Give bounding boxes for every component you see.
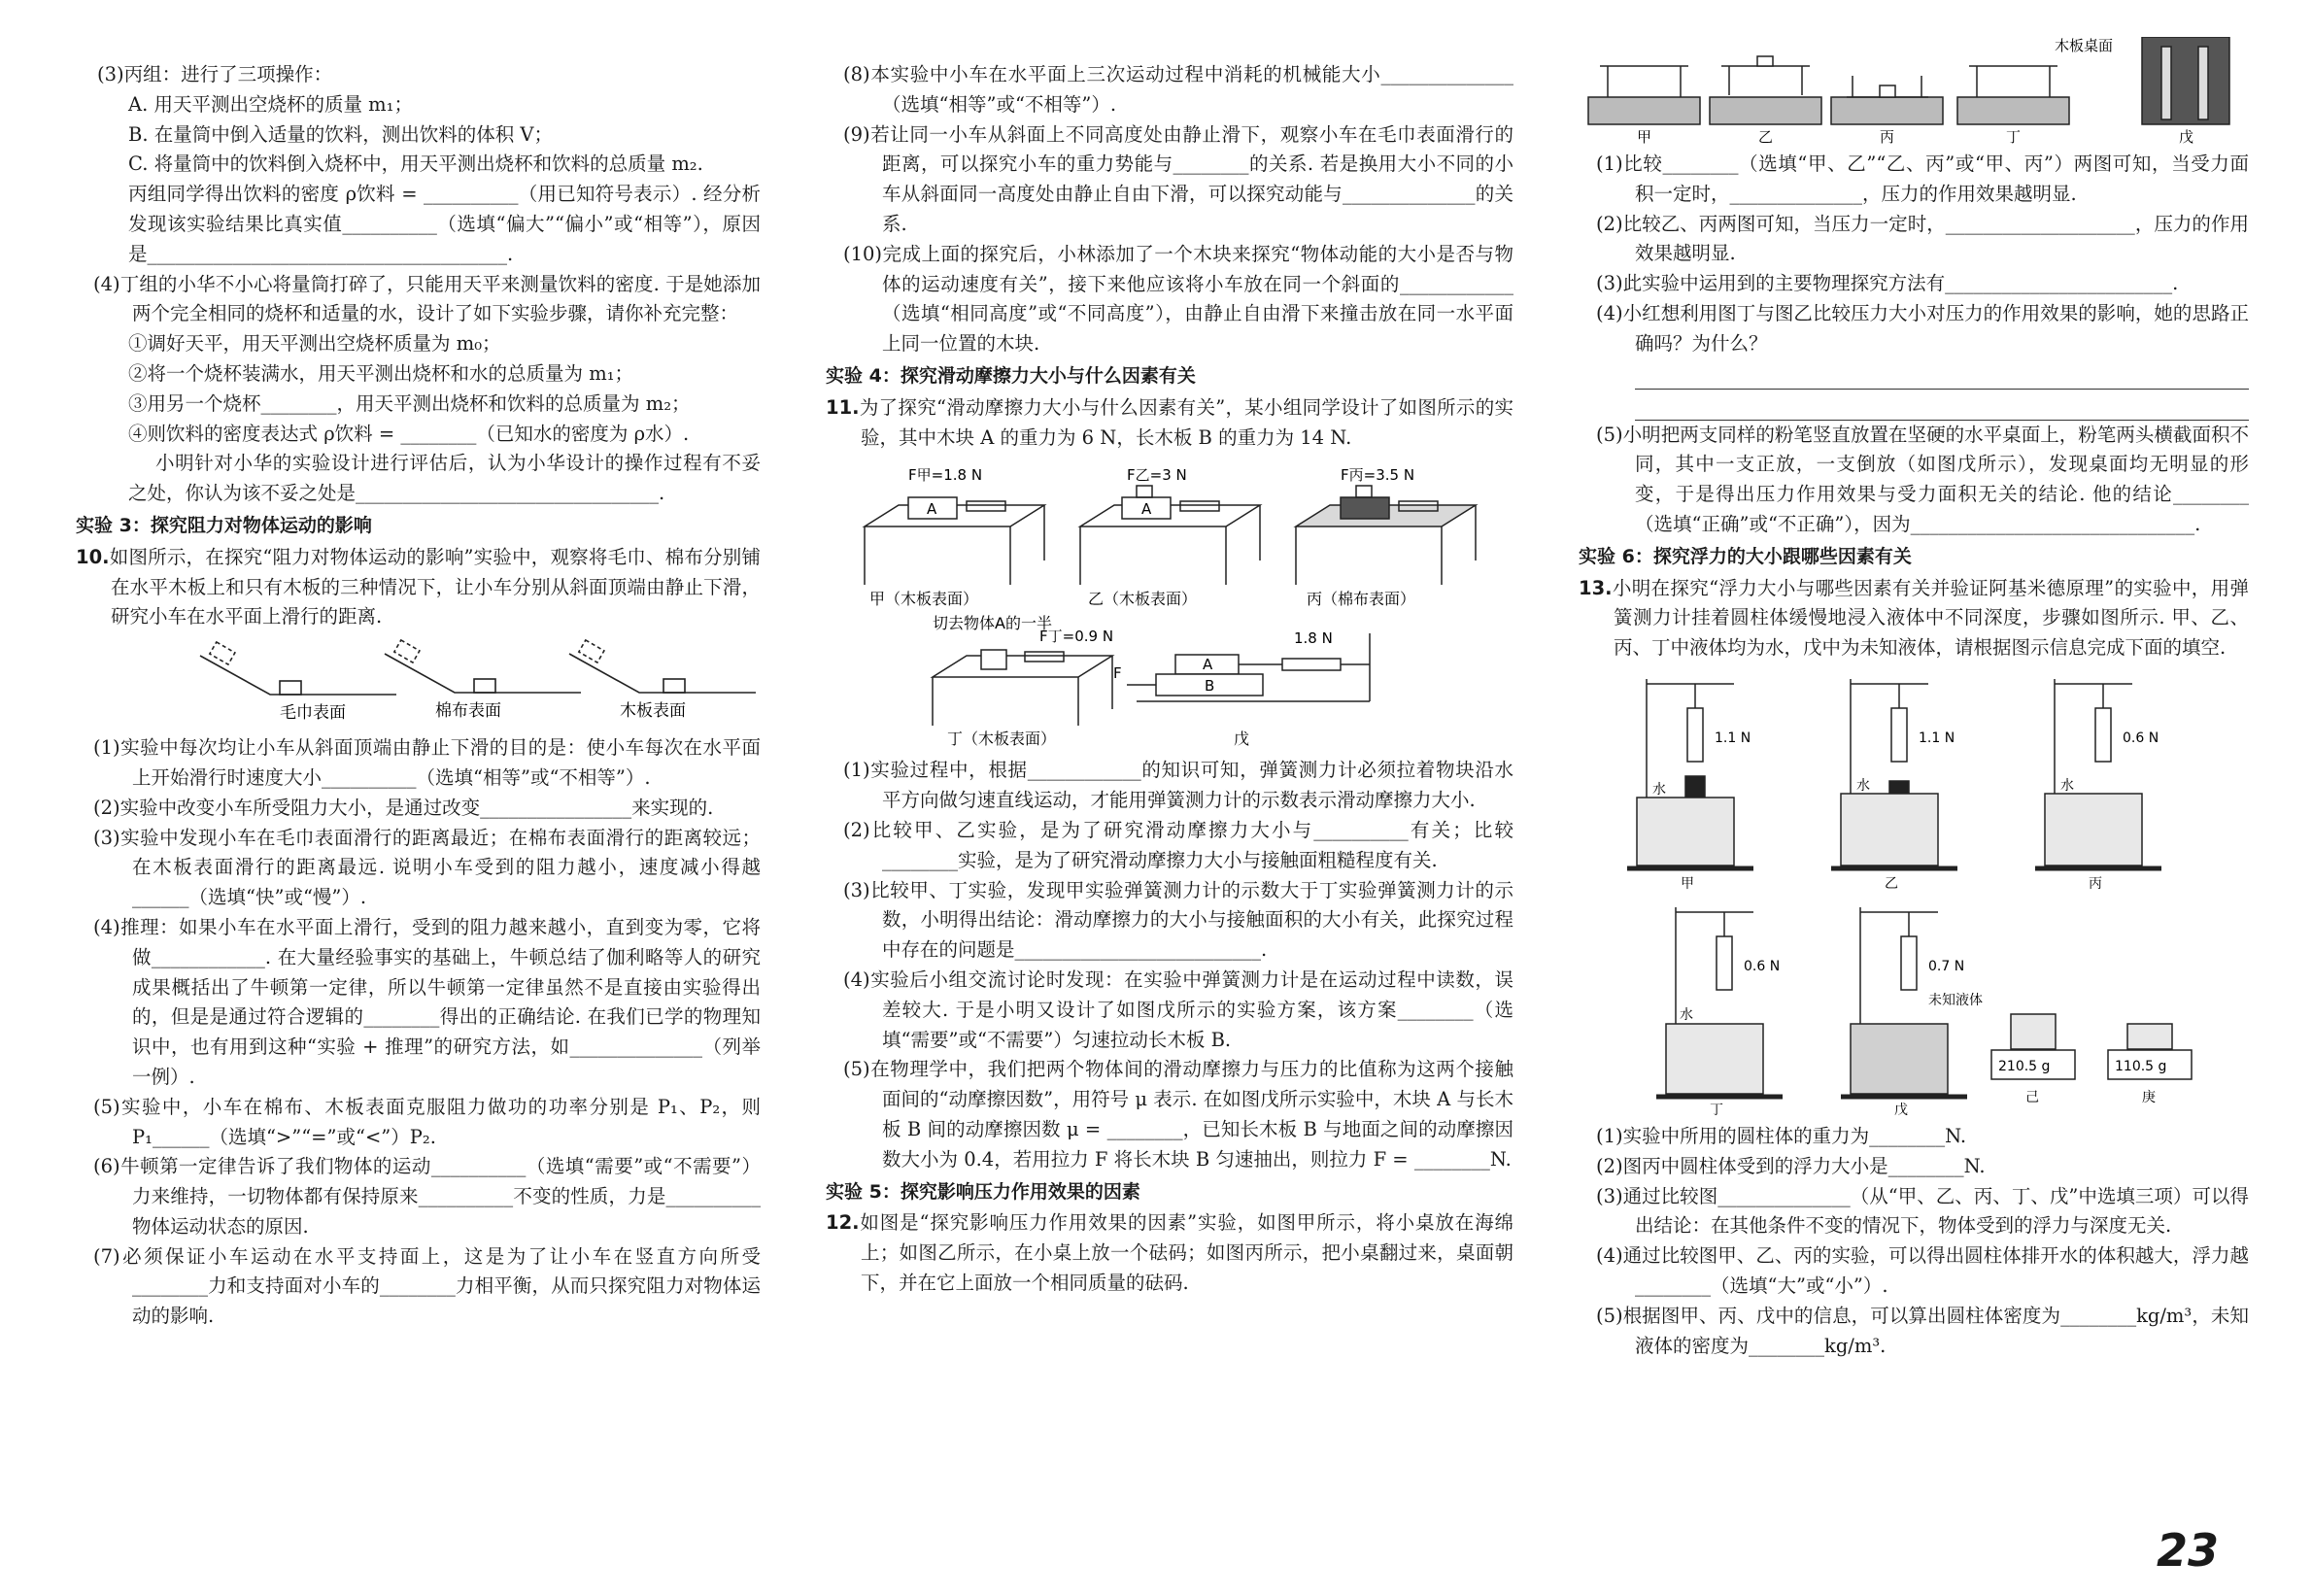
q13-part3: (3)通过比较图______________（从“甲、乙、丙、丁、戊”中选填三项）可以得出结论：在其他条件不变的情况下，物体受到的浮力与深度无关. [1596,1184,2249,1238]
q13-part2: (2)图丙中圆柱体受到的浮力大小是________N. [1596,1154,1986,1177]
q13-stem [1579,574,2249,663]
board-b: B [1205,677,1215,696]
q13-part1: (1)实验中所用的圆柱体的重力为________N. [1596,1124,1967,1147]
unknown-liquid-label: 未知液体 [1928,992,1983,1008]
cap-a: 甲 [1681,875,1694,892]
q10-part3: (3)实验中发现小车在毛巾表面滑行的距离最近；在棉布表面滑行的距离较远；在木板表面滑行的距离最远. 说明小车受到的阻力越小，速度减小得越______（选填“快”或“慢”）. [93,826,761,909]
fig-e-caption: 戊 [2179,128,2194,144]
q10-text: 如图所示，在探究“阻力对物体运动的影响”实验中，观察将毛巾、棉布分别铺在水平木板上和只有木板的三种情况下，让小车分别从斜面顶端由静止下滑，研究小车在水平面上滑行的距离. [109,545,761,628]
q12-number: 12. [826,1211,860,1235]
block-a-1: A [927,500,937,519]
cap-g: 庚 [2142,1089,2156,1105]
fig-c-caption: 丙 [1880,128,1895,144]
q13-part5: (5)根据图甲、丙、戊中的信息，可以算出圆柱体密度为________kg/m³，未知液体的密度为________kg/m³. [1596,1304,2249,1357]
q11-figure [826,458,1513,750]
water-label-c: 水 [2060,777,2074,794]
q12-part1: (1)比较________（选填“甲、乙”“乙、丙”或“甲、丙”）两图可知，当受力面积一定时，______________，压力的作用效果越明显. [1596,153,2249,205]
force-f: F [1113,664,1122,683]
q11-part2: (2)比较甲、乙实验，是为了研究滑动摩擦力大小与__________有关；比较________实验，是为了研究滑动摩擦力大小与接触面粗糙程度有关. [843,818,1513,871]
q10-figure [76,638,761,728]
caption-a: 甲（木板表面） [869,590,979,609]
caption-d: 丁（木板表面） [947,730,1057,749]
label-towel: 毛巾表面 [280,703,346,724]
q9-step-3: ③用另一个烧杯________，用天平测出烧杯和饮料的总质量为 m₂； [128,391,691,415]
scale-reading-1: 210.5 g [1998,1058,2051,1074]
q10-part10: (10)完成上面的探究后，小林添加了一个木块来探究“物体动能的大小是否与物体的运动速度有关”，接下来他应该将小车放在同一个斜面的____________（选填“相同高度”或“不同高度”），由静止自由滑下来撞击放在同一水平面上同一位置的木块. [843,242,1513,356]
q9-density-question: 丙组同学得出饮料的密度 ρ饮料 = __________（用已知符号表示）. 经分析发现该实验结果比真实值__________（选填“偏大”“偏小”或“相等”），原因是______________________________________. [128,183,761,265]
reading-d: 0.6 N [1744,958,1781,974]
section-6-heading: 实验 6：探究浮力的大小跟哪些因素有关 [1579,545,1912,567]
cut-label: 切去物体A的一半 [933,614,1052,633]
column-1 [76,60,761,1332]
q13-figure [1579,669,2249,1116]
q12-figure [1579,37,2249,144]
q12-part3: (3)此实验中运用到的主要物理探究方法有________________________. [1596,272,2179,295]
force-b-label: F乙=3 N [1127,466,1187,485]
cap-c: 丙 [2089,875,2102,892]
q9-evaluation: 小明针对小华的实验设计进行评估后，认为小华设计的操作过程有不妥之处，你认为该不妥之处是________________________________. [128,452,761,505]
block-a-2: A [1141,500,1152,519]
wood-table-label: 木板桌面 [2055,37,2114,54]
column-2 [826,60,1513,1299]
q9-part4: (4)丁组的小华不小心将量筒打碎了，只能用天平来测量饮料的密度. 于是她添加两个完全相同的烧杯和适量的水，设计了如下实验步骤，请你补充完整： [93,272,761,325]
reading-c: 0.6 N [2123,730,2159,746]
reading-e: 0.7 N [1928,958,1965,974]
section-3-heading: 实验 3：探究阻力对物体运动的影响 [76,514,372,536]
column-3 [1579,37,2249,1361]
fig-d-caption: 丁 [2006,128,2022,144]
answer-line-1 [1635,359,2249,421]
caption-e: 戊 [1234,730,1250,749]
q10-part9: (9)若让同一小车从斜面上不同高度处由静止滑下，观察小车在毛巾表面滑行的距离，可以探究小车的重力势能与________的关系. 若是换用大小不同的小车从斜面同一高度处由静止自由下滑，可以探究动能与______________的关系. [843,122,1513,235]
q9-step-1: ①调好天平，用天平测出空烧杯质量为 m₀； [128,332,501,356]
force-c-label: F丙=3.5 N [1341,466,1415,485]
label-cotton: 棉布表面 [435,701,501,722]
q10-part1: (1)实验中每次均让小车从斜面顶端由静止下滑的目的是：使小车每次在水平面上开始滑行时速度大小__________（选填“相等”或“不相等”）. [93,736,761,789]
q10-part7: (7)必须保证小车运动在水平支持面上，这是为了让小车在竖直方向所受________力和支持面对小车的________力相平衡，从而只探究阻力对物体运动的影响. [93,1244,761,1328]
section-4-heading: 实验 4：探究滑动摩擦力大小与什么因素有关 [826,364,1196,387]
fig-a-caption: 甲 [1637,128,1652,144]
q13-part4: (4)通过比较图甲、乙、丙的实验，可以得出圆柱体排开水的体积越大，浮力越________（选填“大”或“小”）. [1596,1244,2249,1297]
q12-text: 如图是“探究影响压力作用效果的因素”实验，如图甲所示，将小桌放在海绵上；如图乙所示，在小桌上放一个砝码；如图丙所示，把小桌翻过来，桌面朝下，并在它上面放一个相同质量的砝码. [859,1211,1513,1294]
buoyancy-diagram [1579,669,2249,1116]
q10-number: 10. [76,545,110,568]
q10-part6: (6)牛顿第一定律告诉了我们物体的运动__________（选填“需要”或“不需要”）力来维持，一切物体都有保持原来__________不变的性质，力是__________物体运动状态的原因. [93,1155,761,1238]
cap-f: 己 [2025,1089,2039,1105]
water-label-b: 水 [1856,777,1870,794]
q11-part3: (3)比较甲、丁实验，发现甲实验弹簧测力计的示数大于丁实验弹簧测力计的示数，小明得出结论：滑动摩擦力的大小与接触面积的大小有关，此探究过程中存在的问题是__________________________. [843,878,1513,962]
q13-number: 13. [1579,576,1613,599]
force-a-label: F甲=1.8 N [908,466,983,485]
q9-part3-title: (3)丙组：进行了三项操作： [97,63,333,85]
friction-diagram [826,458,1513,750]
q13-text: 小明在探究“浮力大小与哪些因素有关并验证阿基米德原理”的实验中，用弹簧测力计挂着圆柱体缓慢地浸入液体中不同深度，步骤如图所示. 甲、乙、丙、丁中液体均为水，戊中为未知液体，请根据图示信息完成下面的填空. [1612,576,2249,660]
force-d-label: F丁=0.9 N [1039,628,1114,646]
caption-c: 丙（棉布表面） [1307,590,1416,609]
q9-step-4: ④则饮料的密度表达式 ρ饮料 = ________（已知水的密度为 ρ水）. [128,422,690,445]
q12-part5: (5)小明把两支同样的粉笔竖直放置在坚硬的水平桌面上，粉笔两头横截面积不同，其中一支正放，一支倒放（如图戊所示），发现桌面均无明显的形变，于是得出压力作用效果与受力面积无关的结论. 他的结论________（选填“正确”或“不正确”），因为______________________________. [1596,423,2249,535]
q9-step-a: A. 用天平测出空烧杯的质量 m₁； [128,92,413,116]
force-e-label: 1.8 N [1294,629,1333,648]
q12-stem [826,1208,1513,1298]
caption-b: 乙（木板表面） [1088,590,1198,609]
reading-b2: 1.1 N [1919,730,1955,746]
fig-b-caption: 乙 [1758,128,1774,144]
q11-text: 为了探究“滑动摩擦力大小与什么因素有关”，某小组同学设计了如图所示的实验，其中木块 A 的重力为 6 N，长木板 B 的重力为 14 N. [859,395,1513,449]
cap-b: 乙 [1885,875,1898,892]
q9-step-c: C. 将量筒中的饮料倒入烧杯中，用天平测出烧杯和饮料的总质量 m₂. [128,153,703,176]
q10-part4: (4)推理：如果小车在水平面上滑行，受到的阻力越来越小，直到变为零，它将做____________. 在大量经验事实的基础上，牛顿总结了伽利略等人的研究成果概括出了牛顿第一定律，所以牛顿第一定律虽然不是直接由实验得出的，但是是通过符合逻辑的________得出的正确结论. 在我们已学的物理知识中，也有用到这种“实验 + 推理”的研究方法，如______________（列举一例）. [93,915,761,1088]
q11-stem [826,393,1513,454]
ramp-diagram [76,638,761,728]
q10-stem [76,543,761,632]
label-wood: 木板表面 [620,701,686,722]
q11-part5: (5)在物理学中，我们把两个物体间的滑动摩擦力与压力的比值称为这两个接触面间的“动摩擦因数”，用符号 μ 表示. 在如图戊所示实验中，木块 A 与长木板 B 间的动摩擦因数 μ = ________，已知长木板 B 与地面之间的动摩擦因数大小为 0.4，若用拉力 F 将长木块 B 匀速抽出，则拉力 F = ________N. [843,1058,1513,1171]
water-label-d: 水 [1680,1006,1693,1023]
page-number: 23 [2156,1524,2219,1577]
cap-e: 戊 [1894,1102,1908,1116]
q9-step-2: ②将一个烧杯装满水，用天平测出烧杯和水的总质量为 m₁； [128,361,634,385]
q12-part2: (2)比较乙、丙两图可知，当压力一定时，____________________，压力的作用效果越明显. [1596,212,2249,265]
block-a-5: A [1203,656,1213,674]
section-5-heading: 实验 5：探究影响压力作用效果的因素 [826,1180,1140,1203]
q11-number: 11. [826,395,860,419]
cap-d: 丁 [1710,1102,1723,1116]
reading-b: 1.1 N [1715,730,1751,746]
pressure-diagram [1579,37,2249,144]
water-label-a: 水 [1652,781,1666,798]
q12-part4: (4)小红想利用图丁与图乙比较压力大小对压力的作用效果的影响，她的思路正确吗？为什么？ [1596,301,2249,355]
q10-part5: (5)实验中，小车在棉布、木板表面克服阻力做功的功率分别是 P₁、P₂，则 P₁______（选填“>”“=”或“<”）P₂. [93,1095,761,1148]
answer-line-2 [1635,389,2249,390]
q11-part4: (4)实验后小组交流讨论时发现：在实验中弹簧测力计是在运动过程中读数，误差较大. 于是小明又设计了如图戊所示的实验方案，该方案________（选填“需要”或“不需要”）匀速拉动长木板 B. [843,968,1513,1051]
q10-part8: (8)本实验中小车在水平面上三次运动过程中消耗的机械能大小______________（选填“相等”或“不相等”）. [843,63,1513,116]
q10-part2: (2)实验中改变小车所受阻力大小，是通过改变________________来实现的. [93,796,714,819]
q9-step-b: B. 在量筒中倒入适量的饮料，测出饮料的体积 V； [128,122,554,146]
q11-part1: (1)实验过程中，根据____________的知识可知，弹簧测力计必须拉着物块沿水平方向做匀速直线运动，才能用弹簧测力计的示数表示滑动摩擦力大小. [843,759,1513,812]
scale-reading-2: 110.5 g [2115,1058,2167,1074]
